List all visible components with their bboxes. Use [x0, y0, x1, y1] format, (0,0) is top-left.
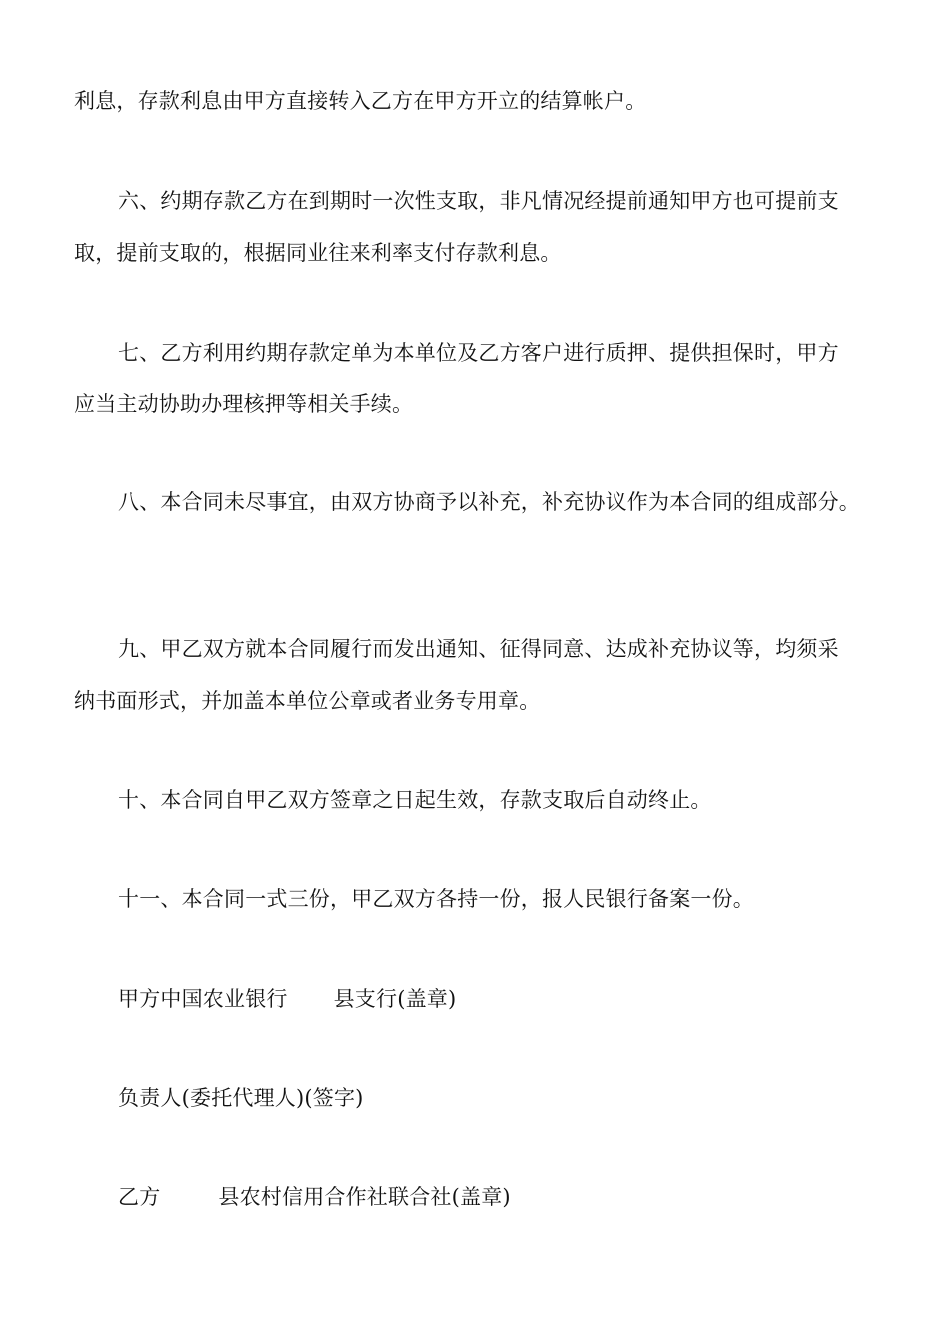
- clause-6-line-2: 取，提前支取的，根据同业往来利率支付存款利息。: [74, 241, 562, 265]
- responsible-person-line: 负责人(委托代理人)(签字): [118, 1086, 364, 1110]
- clause-10-line-1: 十、本合同自甲乙双方签章之日起生效，存款支取后自动终止。: [118, 788, 712, 812]
- party-a-suffix: 县支行(盖章): [333, 987, 457, 1011]
- clause-7-line-1: 七、乙方利用约期存款定单为本单位及乙方客户进行质押、提供担保时，甲方: [118, 341, 839, 365]
- clause-9-line-2: 纳书面形式，并加盖本单位公章或者业务专用章。: [74, 689, 541, 713]
- party-b-prefix: 乙方: [118, 1185, 161, 1209]
- clause-9-line-1: 九、甲乙双方就本合同履行而发出通知、征得同意、达成补充协议等，均须采: [118, 637, 839, 661]
- clause-11-line-1: 十一、本合同一式三份，甲乙双方各持一份，报人民银行备案一份。: [118, 887, 754, 911]
- clause-6-line-1: 六、约期存款乙方在到期时一次性支取，非凡情况经提前通知甲方也可提前支: [118, 189, 839, 213]
- clause-7-line-2: 应当主动协助办理核押等相关手续。: [74, 392, 414, 416]
- clause-8-line-1: 八、本合同未尽事宜，由双方协商予以补充，补充协议作为本合同的组成部分。: [118, 490, 860, 514]
- party-b-suffix: 县农村信用合作社联合社(盖章): [218, 1185, 511, 1209]
- party-a-signature-line: [118, 986, 938, 1012]
- party-a-prefix: 甲方中国农业银行: [118, 987, 288, 1011]
- party-b-signature-line: [118, 1184, 938, 1210]
- paragraph-line-interest: 利息，存款利息由甲方直接转入乙方在甲方开立的结算帐户。: [74, 89, 647, 113]
